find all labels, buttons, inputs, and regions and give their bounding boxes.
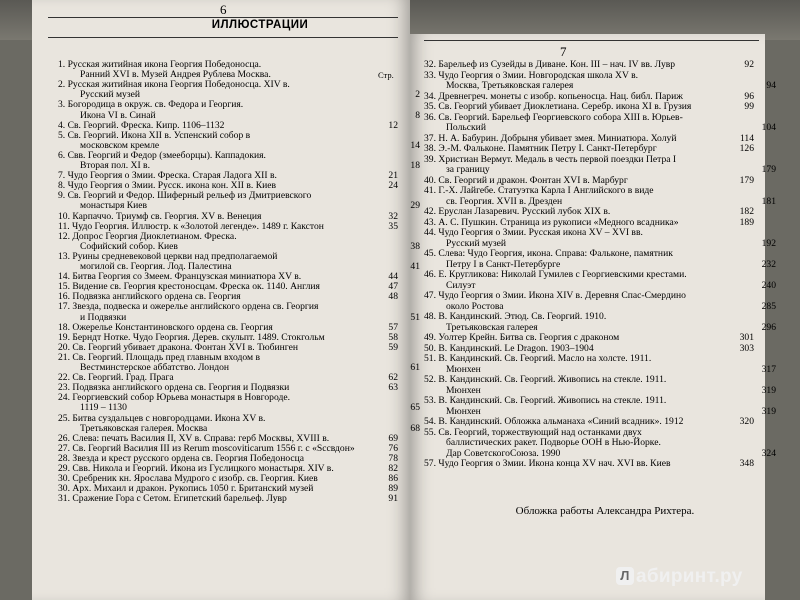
illustration-entry bbox=[424, 291, 754, 301]
entry-page: 41 bbox=[410, 261, 420, 272]
entry-page: 18 bbox=[410, 160, 420, 171]
entry-title: 55. Св. Георгий, торжествующий над останками двух bbox=[424, 426, 642, 438]
entry-page: 126 bbox=[739, 143, 754, 154]
illustration-entry bbox=[424, 249, 754, 259]
entry-title: 31. Сражение Гора с Сетом. Египетский барельеф. Лувр bbox=[58, 493, 287, 505]
entry-title: Вторая пол. XI в. bbox=[80, 160, 150, 171]
illustration-entry bbox=[424, 134, 754, 144]
illustration-entry bbox=[424, 218, 754, 228]
entry-page: 348 bbox=[739, 458, 754, 469]
entry-page: 8 bbox=[415, 109, 420, 121]
watermark bbox=[616, 566, 743, 588]
entry-title: 23. Подвязка английского ордена св. Георгия и Подвязки bbox=[58, 382, 290, 394]
entry-page: 21 bbox=[388, 170, 398, 182]
entry-page: 317 bbox=[761, 363, 776, 375]
entry-page: 76 bbox=[388, 442, 398, 454]
entry-title: 13. Руины средневековой церкви над предполагаемой bbox=[58, 250, 278, 262]
entry-page: 47 bbox=[388, 281, 398, 293]
watermark-text: абиринт.ру bbox=[636, 566, 743, 587]
entry-page: 232 bbox=[761, 258, 776, 270]
entry-title: 20. Св. Георгий убивает дракона. Фонтан XVI в. Тюбинген bbox=[58, 341, 298, 353]
illustration-entry-continued bbox=[424, 260, 776, 270]
entry-title: баллистических ракет. Подворье ООН в Нью-Йорке. bbox=[446, 437, 661, 448]
entry-title: за границу bbox=[446, 164, 490, 175]
right-page-number: 7 bbox=[560, 44, 567, 59]
illustration-entry bbox=[424, 176, 754, 186]
illustration-entry bbox=[424, 102, 754, 112]
entry-title: 10. Карпаччо. Триумф св. Георгия. XV в. Венеция bbox=[58, 210, 262, 222]
entry-title: 54. В. Кандинский. Обложка альманаха «Синий всадник». 1912 bbox=[424, 416, 684, 427]
illustration-entry bbox=[424, 92, 754, 102]
illustration-entry-continued bbox=[424, 239, 776, 249]
entry-title: Польский bbox=[446, 122, 486, 133]
illustration-entry-continued bbox=[424, 197, 776, 207]
entry-page: 324 bbox=[761, 447, 776, 459]
entry-page: 96 bbox=[744, 90, 754, 102]
entry-title: 6. Свв. Георгий и Федор (змееборцы). Каппадокия. bbox=[58, 149, 266, 161]
entry-title: монастыря Киев bbox=[80, 200, 148, 212]
entry-page: 296 bbox=[761, 321, 776, 333]
entry-title: 41. Г.-Х. Лайгебе. Статуэтка Карла I Английского в виде bbox=[424, 185, 654, 196]
entry-page: 58 bbox=[388, 331, 398, 343]
entry-title: Мюнхен bbox=[446, 363, 481, 375]
entry-page: 44 bbox=[388, 271, 398, 283]
illustration-entry bbox=[424, 354, 754, 364]
entry-title: Дар СоветскогоСоюза. 1990 bbox=[446, 447, 561, 459]
entry-page: 61 bbox=[410, 362, 420, 373]
entry-title: Третьяковская галерея bbox=[446, 321, 538, 333]
left-page-number: 6 bbox=[220, 2, 227, 17]
entry-title: 14. Битва Георгия со Змеем. Французская миниатюра XV в. bbox=[58, 271, 302, 283]
entry-title: 28. Звезда и крест русского ордена св. Георгия Победоносца bbox=[58, 452, 305, 464]
entry-title: 43. А. С. Пушкин. Страница из рукописи «Медного всадника» bbox=[424, 216, 679, 228]
entry-title: 46. Е. Кругликова: Николай Гумилев с Георгиевскими крестами. bbox=[424, 269, 687, 280]
entry-page: 51 bbox=[410, 311, 420, 323]
entry-title: 1119 – 1130 bbox=[80, 402, 127, 414]
entry-title: Мюнхен bbox=[446, 384, 481, 396]
entry-title: Русский музей bbox=[446, 237, 507, 249]
entry-title: 52. В. Кандинский. Св. Георгий. Живопись на стекле. 1911. bbox=[424, 374, 667, 385]
entry-title: 51. В. Кандинский. Св. Георгий. Масло на холсте. 1911. bbox=[424, 353, 652, 364]
illustration-entry bbox=[424, 186, 754, 196]
entry-title: 30. Арх. Михаил и дракон. Рукопись 1050 г. Британский музей bbox=[58, 483, 314, 495]
entry-title: 4. Св. Георгий. Фреска. Кипр. 1106–1132 bbox=[58, 119, 225, 131]
entry-page: 285 bbox=[761, 300, 776, 312]
entry-page: 57 bbox=[388, 321, 398, 333]
entry-page: 320 bbox=[739, 416, 754, 427]
entry-page: 86 bbox=[388, 473, 398, 485]
entry-page: 319 bbox=[761, 405, 776, 417]
illustration-entry-continued bbox=[424, 386, 776, 396]
entry-title: 49. Уолтер Крейн. Битва св. Георгия с драконом bbox=[424, 332, 620, 343]
illustrations-heading: ИЛЛЮСТРАЦИИ bbox=[211, 19, 309, 31]
entry-page: 14 bbox=[410, 139, 420, 151]
entry-title: 37. Н. А. Бабурин. Добрыня убивает змея. Миниатюра. Холуй bbox=[424, 132, 677, 144]
illustration-entry bbox=[424, 417, 754, 427]
illustration-entry bbox=[424, 71, 754, 81]
entry-title: 18. Ожерелье Константиновского ордена св. Георгия bbox=[58, 321, 273, 333]
entry-title: 34. Древнегреч. монеты с изобр. копьеносца. Нац. библ. Париж bbox=[424, 90, 683, 102]
illustration-entry-continued bbox=[424, 365, 776, 375]
entry-page: 99 bbox=[744, 101, 754, 112]
illustration-entry bbox=[424, 270, 754, 280]
entry-title: Икона VI в. Синай bbox=[80, 109, 156, 121]
entry-title: 16. Подвязка английского ордена св. Георгия bbox=[58, 291, 241, 303]
entry-page: 63 bbox=[388, 382, 398, 394]
illustration-entry bbox=[424, 144, 754, 154]
entry-title: 53. В. Кандинский. Св. Георгий. Живопись на стекле. 1911. bbox=[424, 395, 667, 406]
entry-page: 114 bbox=[739, 132, 754, 144]
entry-title: 15. Видение св. Георгия крестоносцам. Фреска ок. 1140. Англия bbox=[58, 281, 320, 293]
entry-page: 68 bbox=[410, 422, 420, 434]
illustration-entry-continued bbox=[424, 165, 776, 175]
entry-title: 38. Э.-М. Фальконе. Памятник Петру I. Санкт-Петербург bbox=[424, 143, 657, 154]
entry-title: 5. Св. Георгий. Икона XII в. Успенский собор в bbox=[58, 129, 251, 141]
illustration-entry bbox=[424, 60, 754, 70]
entry-title: 29. Свв. Никола и Георгий. Икона из Гуслицкого монастыря. XIV в. bbox=[58, 463, 334, 474]
entry-page: 12 bbox=[388, 119, 398, 131]
entry-title: московском кремле bbox=[80, 139, 160, 151]
entry-page: 182 bbox=[739, 206, 754, 217]
entry-title: 47. Чудо Георгия о Змии. Икона XIV в. Деревня Спас-Смердино bbox=[424, 290, 686, 301]
entry-title: 33. Чудо Георгия о Змии. Новгородская школа XV в. bbox=[424, 69, 639, 81]
entry-page: 181 bbox=[761, 195, 776, 207]
entry-title: Петру I в Санкт-Петербурге bbox=[446, 258, 561, 270]
entry-page: 62 bbox=[388, 372, 398, 384]
illustration-entry bbox=[424, 312, 754, 322]
entry-title: Русский музей bbox=[80, 89, 141, 101]
entry-page: 2 bbox=[415, 89, 420, 101]
entry-page: 38 bbox=[410, 240, 420, 252]
page-column-label: Стр. bbox=[378, 70, 394, 80]
entry-page: 240 bbox=[761, 279, 776, 291]
illustration-entry bbox=[424, 155, 754, 165]
entry-page: 319 bbox=[761, 384, 776, 396]
entry-page: 179 bbox=[739, 174, 754, 186]
entry-title: 22. Св. Георгий. Град. Прага bbox=[58, 372, 174, 384]
illustration-entry-continued bbox=[424, 81, 776, 91]
entry-title: 42. Еруслан Лазаревич. Русский лубок XIX в. bbox=[424, 206, 611, 217]
entry-title: Третьяковская галерея. Москва bbox=[80, 422, 208, 434]
entry-title: 25. Битва суздальцев с новгородцами. Икона XV в. bbox=[58, 412, 266, 424]
illustration-entry bbox=[424, 228, 754, 238]
entry-title: 44. Чудо Георгия о Змии. Русская икона XV – XVI вв. bbox=[424, 227, 643, 238]
entry-title: 36. Св. Георгий. Барельеф Георгиевского собора XIII в. Юрьев- bbox=[424, 111, 683, 123]
entry-page: 48 bbox=[388, 291, 398, 303]
entry-title: 45. Слева: Чудо Георгия, икона. Справа: Фальконе, памятник bbox=[424, 248, 673, 259]
illustration-entry-continued bbox=[424, 438, 776, 448]
entry-title: 26. Слева: печать Василия II, XV в. Справа: герб Москвы, XVIII в. bbox=[58, 432, 330, 444]
entry-title: Москва, Третьяковская галерея bbox=[446, 80, 574, 91]
entry-page: 59 bbox=[388, 341, 398, 353]
entry-title: св. Георгия. XVII в. Дрезден bbox=[446, 195, 563, 207]
entry-page: 29 bbox=[410, 200, 420, 212]
entry-title: 12. Допрос Георгия Диоклетианом. Фреска. bbox=[58, 230, 237, 242]
entry-page: 303 bbox=[739, 342, 754, 354]
entry-title: Софийский собор. Киев bbox=[80, 240, 178, 252]
illustration-entry-continued bbox=[424, 123, 776, 133]
entry-title: 39. Христиан Вермут. Медаль в честь первой поездки Петра I bbox=[424, 153, 677, 165]
entry-title: могилой св. Георгия. Лод. Палестина bbox=[80, 261, 232, 272]
entry-title: 40. Св. Георгий и дракон. Фонтан XVI в. Марбург bbox=[424, 174, 628, 186]
entry-title: 2. Русская житийная икона Георгия Победоносца. XIV в. bbox=[58, 79, 290, 91]
entry-title: Ранний XVI в. Музей Андрея Рублева Москва. bbox=[80, 69, 271, 81]
entry-title: 30. Сребреник кн. Ярослава Мудрого с изобр. св. Георгия. Киев bbox=[58, 473, 318, 485]
illustration-entry bbox=[424, 207, 754, 217]
entry-title: 24. Георгиевский собор Юрьева монастыря в Новгороде. bbox=[58, 392, 291, 404]
illustration-entry-continued bbox=[424, 407, 776, 417]
entry-page: 94 bbox=[766, 80, 776, 91]
entry-title: около Ростова bbox=[446, 300, 504, 312]
illustration-entry bbox=[424, 333, 754, 343]
bookmark-icon: Л bbox=[616, 567, 634, 585]
cover-credit: Обложка работы Александра Рихтера. bbox=[515, 505, 695, 517]
entry-title: 27. Св. Георгий Василия III из Rerum moscoviticarum 1556 г. с «Sссвдон» bbox=[58, 442, 355, 454]
entry-page: 78 bbox=[388, 452, 398, 464]
illustration-entry bbox=[424, 428, 754, 438]
illustration-entry bbox=[424, 344, 754, 354]
entry-page: 189 bbox=[739, 216, 754, 228]
entry-title: 50. В. Кандинский. Le Dragon. 1903–1904 bbox=[424, 342, 594, 354]
divider bbox=[48, 17, 398, 18]
illustration-entry-continued bbox=[424, 323, 776, 333]
entry-page: 24 bbox=[388, 180, 398, 192]
entry-title: 57. Чудо Георгия о Змии. Икона конца XV нач. XVI вв. Киев bbox=[424, 458, 671, 469]
illustration-entry-continued bbox=[424, 281, 776, 291]
entry-title: 19. Берндт Нотке. Чудо Георгия. Дерев. скульпт. 1489. Стокгольм bbox=[58, 331, 325, 343]
entry-title: Силуэт bbox=[446, 279, 476, 291]
entry-page: 92 bbox=[744, 59, 754, 70]
illustration-entry bbox=[424, 113, 754, 123]
entry-title: 11. Чудо Георгия. Иллюстр. к «Золотой легенде». 1489 г. Какстон bbox=[58, 220, 324, 232]
illustration-entry bbox=[424, 459, 754, 469]
entry-page: 35 bbox=[388, 220, 398, 232]
entry-page: 301 bbox=[739, 332, 754, 343]
entry-title: 48. В. Кандинский. Этюд. Св. Георгий. 1910. bbox=[424, 311, 607, 322]
entry-title: 35. Св. Георгий убивает Диоклетиана. Серебр. икона XI в. Грузия bbox=[424, 101, 692, 112]
entry-page: 89 bbox=[388, 483, 398, 495]
entry-page: 65 bbox=[410, 402, 420, 414]
entry-title: 9. Св. Георгий и Федор. Шиферный рельеф из Дмитриевского bbox=[58, 190, 312, 202]
divider bbox=[48, 37, 398, 38]
divider bbox=[424, 40, 759, 41]
entry-title: 17. Звезда, подвеска и ожерелье английского ордена св. Георгия bbox=[58, 301, 319, 313]
entry-title: Мюнхен bbox=[446, 405, 481, 417]
illustration-entry-continued bbox=[424, 302, 776, 312]
illustration-entry bbox=[58, 494, 398, 504]
entry-title: 32. Барельеф из Сузейды в Диване. Кон. III – нач. IV вв. Лувр bbox=[424, 59, 676, 70]
entry-page: 32 bbox=[388, 210, 398, 222]
entry-title: 21. Св. Георгий. Площадь пред главным входом в bbox=[58, 351, 260, 363]
entry-title: 1. Русская житийная икона Георгия Победоносца. bbox=[58, 59, 262, 70]
entry-title: Вестминстерское аббатство. Лондон bbox=[80, 362, 230, 373]
entry-title: 7. Чудо Георгия о Змии. Фреска. Старая Ладога XII в. bbox=[58, 170, 277, 182]
illustration-entry bbox=[424, 396, 754, 406]
entry-title: 3. Богородица в окруж. св. Федора и Георгия. bbox=[58, 99, 244, 111]
entry-page: 91 bbox=[388, 493, 398, 505]
entry-title: 8. Чудо Георгия о Змии. Русск. икона кон. XII в. Киев bbox=[58, 180, 277, 192]
entry-page: 104 bbox=[761, 122, 776, 133]
illustration-entry-continued bbox=[424, 449, 776, 459]
entry-title: и Подвязки bbox=[80, 311, 127, 323]
entry-page: 69 bbox=[388, 432, 398, 444]
illustration-entry bbox=[424, 375, 754, 385]
entry-page: 192 bbox=[761, 237, 776, 249]
entry-page: 82 bbox=[388, 463, 398, 474]
entry-page: 179 bbox=[761, 164, 776, 175]
